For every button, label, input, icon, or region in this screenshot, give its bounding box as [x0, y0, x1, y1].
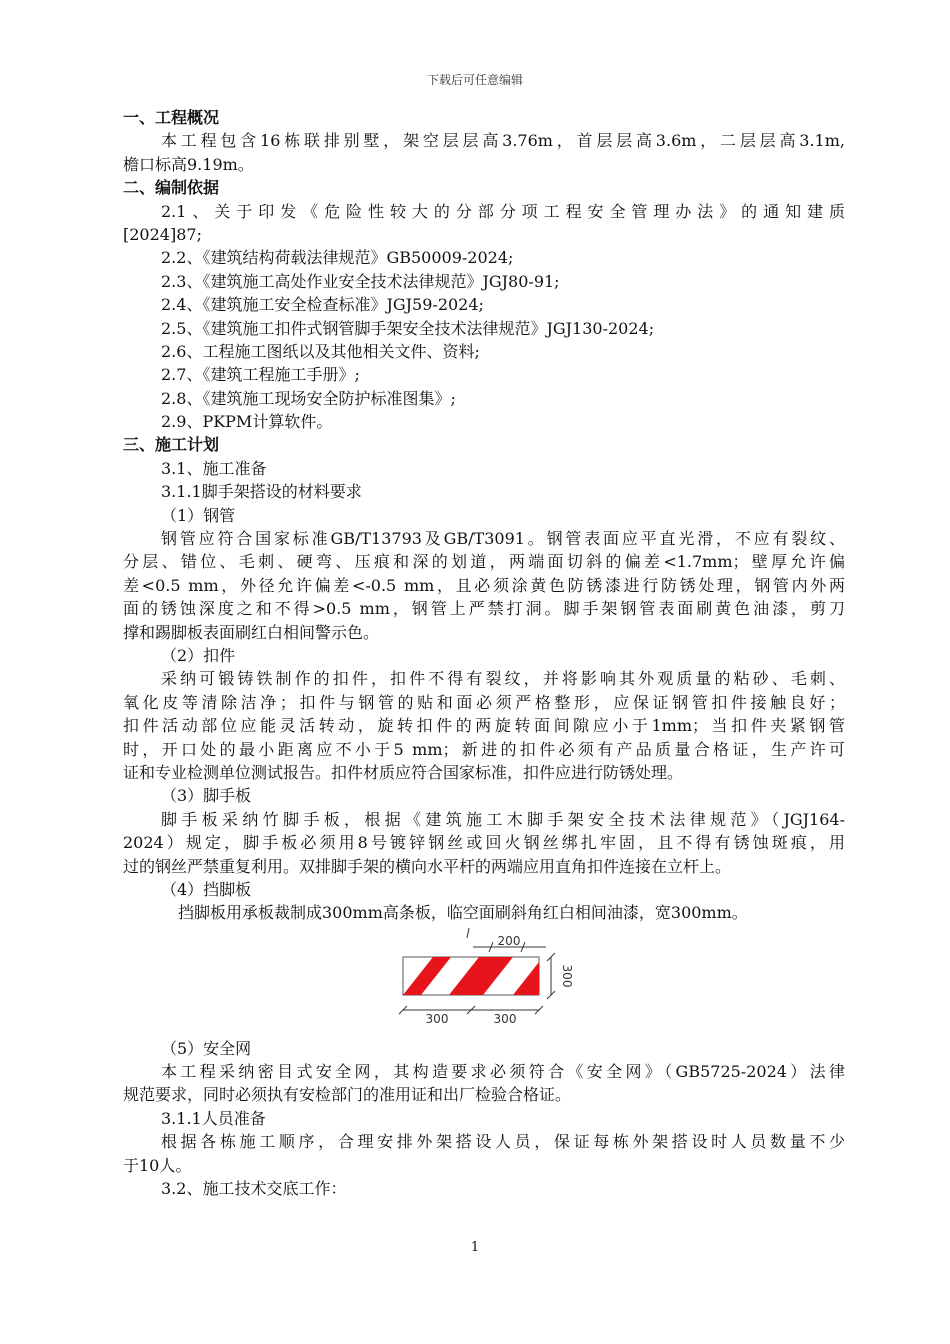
list-item: 2.8、《建筑施工现场安全防护标准图集》; [161, 388, 456, 408]
dim-top-label: 200 [497, 933, 521, 948]
list-item: 2.3、《建筑施工高处作业安全技术法律规范》JGJ80-91; [161, 271, 560, 291]
dim-bottom-right-label: 300 [493, 1011, 517, 1026]
paragraph-line: 面的锈蚀深度之和不得>0.5 mm，钢管上严禁打洞。脚手架钢管表面刷黄色油漆，剪刀 [123, 599, 845, 619]
paragraph-line: 本工程采纳密目式安全网，其构造要求必须符合《安全网》（GB5725-2024）法律 [161, 1062, 845, 1082]
paragraph-line: 差<0.5 mm，外径允许偏差<-0.5 mm，且必须涂黄色防锈漆进行防锈处理，钢管内外两 [123, 575, 845, 595]
toe-board-figure [123, 925, 845, 1037]
list-item: 2.2、《建筑结构荷载法律规范》GB50009-2024; [161, 248, 514, 268]
paragraph-line: 规范要求，同时必须执有安检部门的准用证和出厂检验合格证。 [123, 1085, 572, 1105]
section-heading-1: 一、工程概况 [123, 108, 220, 127]
list-item: 2.7、《建筑工程施工手册》; [161, 365, 360, 385]
paragraph-line: 于10人。 [123, 1155, 192, 1175]
paragraph-line: 采纳可锻铸铁制作的扣件，扣件不得有裂纹，并将影响其外观质量的粘砂、毛刺、 [161, 669, 845, 689]
list-item: 2.4、《建筑施工安全检查标准》JGJ59-2024; [161, 295, 484, 315]
document-body [123, 106, 845, 1200]
page-number: 1 [470, 1240, 480, 1255]
page-header: 下载后可任意编辑 [426, 73, 523, 87]
subheading: 3.2、施工技术交底工作： [161, 1179, 347, 1199]
subheading: （4）挡脚板 [161, 879, 252, 899]
dim-bottom-left-label: 300 [425, 1011, 449, 1026]
paragraph-line: 证和专业检测单位测试报告。扣件材质应符合国家标准，扣件应进行防锈处理。 [123, 762, 684, 782]
paragraph-line: 檐口标高9.19m。 [123, 154, 254, 174]
subheading: （2）扣件 [161, 645, 236, 665]
subheading: 3.1.1脚手架搭设的材料要求 [161, 482, 362, 502]
paragraph-line: 挡脚板用承板裁制成300mm高条板，临空面刷斜角红白相间油漆，宽300mm。 [178, 903, 748, 923]
list-item: 2.5、《建筑施工扣件式钢管脚手架安全技术法律规范》JGJ130-2024; [161, 318, 655, 338]
subheading: 3.1.1人员准备 [161, 1108, 266, 1128]
paragraph-line: 撑和踢脚板表面刷红白相间警示色。 [123, 622, 380, 642]
paragraph-line: 氧化皮等清除洁净；扣件与钢管的贴和面必须严格整形，应保证钢管扣件接触良好； [123, 692, 845, 712]
list-item: 2.9、PKPM计算软件。 [161, 412, 333, 432]
paragraph-line: 过的钢丝严禁重复利用。双排脚手架的横向水平杆的两端应用直角扣件连接在立杆上。 [123, 856, 732, 876]
paragraph-line: 脚手板采纳竹脚手板，根据《建筑施工木脚手架安全技术法律规范》（JGJ164- [161, 809, 845, 829]
paragraph-line: 分层、错位、毛刺、硬弯、压痕和深的划道，两端面切斜的偏差<1.7mm；壁厚允许偏 [123, 552, 845, 572]
section-heading-2: 二、编制依据 [123, 178, 220, 198]
paragraph-line: [2024]87; [123, 224, 202, 244]
paragraph-line: 扣件活动部位应能灵活转动，旋转扣件的两旋转面间隙应小于1mm；当扣件夹紧钢管 [123, 716, 845, 736]
paragraph-line: 时，开口处的最小距离应不小于5 mm；新进的扣件必须有产品质量合格证，生产许可 [123, 739, 845, 759]
dim-right-label: 300 [560, 964, 574, 988]
paragraph-line: 2024）规定，脚手板必须用8号镀锌钢丝或回火钢丝绑扎牢固，且不得有锈蚀斑痕，用 [123, 833, 845, 853]
section-heading-3: 三、施工计划 [123, 435, 220, 455]
list-item: 2.6、工程施工图纸以及其他相关文件、资料; [161, 341, 480, 361]
subheading: 3.1、施工准备 [161, 458, 267, 478]
paragraph-line: 2.1、关于印发《危险性较大的分部分项工程安全管理办法》的通知建质 [161, 201, 845, 221]
toe-board-diagram [381, 925, 591, 1035]
paragraph-line: 本工程包含16栋联排别墅，架空层层高3.76m，首层层高3.6m，二层层高3.1m, [161, 131, 845, 151]
paragraph-line: 根据各栋施工顺序，合理安排外架搭设人员，保证每栋外架搭设时人员数量不少 [161, 1132, 845, 1152]
subheading: （3）脚手板 [161, 786, 252, 806]
subheading: （5）安全网 [161, 1038, 252, 1058]
subheading: （1）钢管 [161, 505, 236, 525]
paragraph-line: 钢管应符合国家标准GB/T13793及GB/T3091。钢管表面应平直光滑，不应有裂纹、 [161, 529, 845, 549]
